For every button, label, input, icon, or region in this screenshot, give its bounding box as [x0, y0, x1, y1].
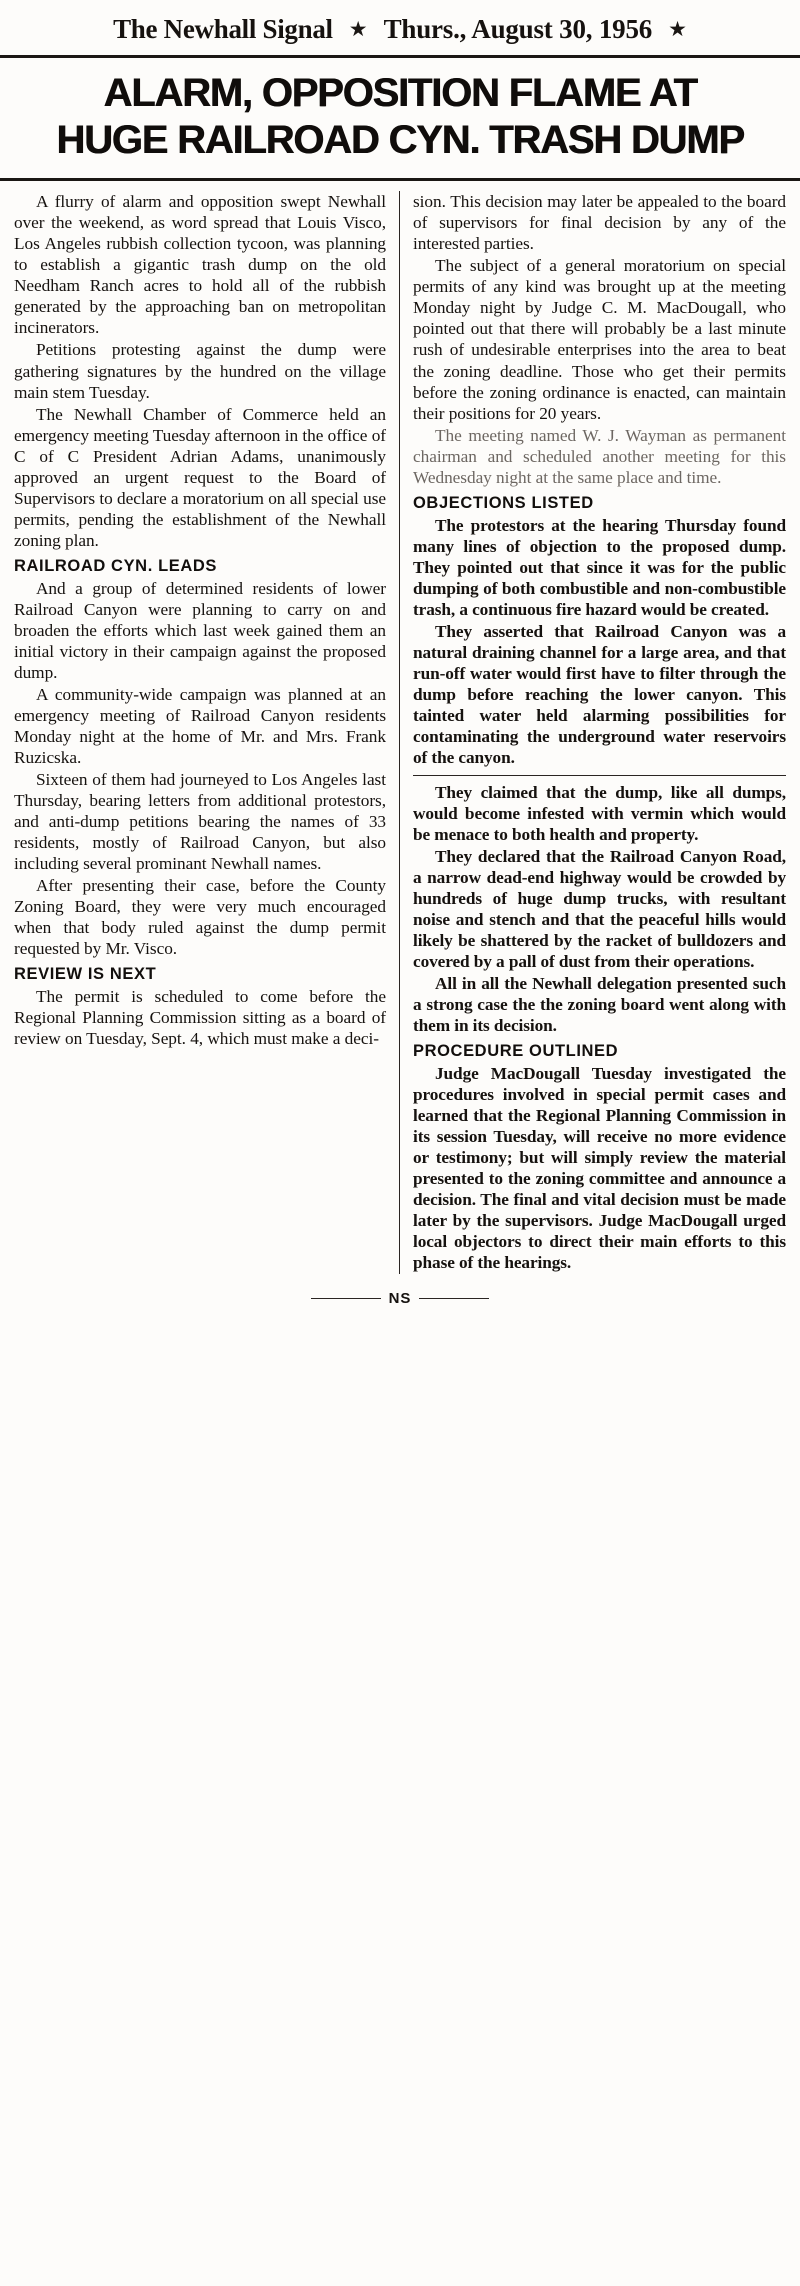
rule-left: [311, 1298, 381, 1299]
column-left: [14, 191, 400, 1274]
paragraph: All in all the Newhall delegation presented such a strong case the the zoning board went along with them in its decision.: [413, 973, 786, 1035]
subhead-railroad-cyn-leads: RAILROAD CYN. LEADS: [14, 556, 217, 575]
paragraph: Petitions protesting against the dump were gathering signatures by the hundred on the village main stem Tuesday.: [14, 340, 386, 402]
paragraph: After presenting their case, before the County Zoning Board, they were very much encouraged when that body ruled against the dump permit requested by Mr. Visco.: [14, 875, 386, 958]
subhead-objections-listed: OBJECTIONS LISTED: [413, 493, 594, 512]
paragraph: They claimed that the dump, like all dumps, would become infested with vermin which would be menace to both health and property.: [413, 782, 786, 844]
headline-block: [0, 58, 800, 181]
paper-name: The Newhall Signal: [113, 14, 333, 44]
paragraph: And a group of determined residents of lower Railroad Canyon were planning to carry on and broaden the efforts which last week gained them an initial victory in their campaign against the proposed dump.: [14, 578, 386, 682]
headline-line-1: ALARM, OPPOSITION FLAME AT: [103, 71, 697, 115]
headline-line-2: HUGE RAILROAD CYN. TRASH DUMP: [56, 118, 744, 163]
paragraph: The protestors at the hearing Thursday found many lines of objection to the proposed dump. They pointed out that since it was for the public dumping of both combustible and non-combustible trash, a continuous fire hazard would be created.: [413, 515, 786, 619]
paragraph: They asserted that Railroad Canyon was a natural draining channel for a large area, and that run-off water would first have to filter through the dump before reaching the lower canyon. This tainted water held alarming possibilities for contaminating the underground water reservoirs of the canyon.: [413, 621, 786, 767]
column-right: [400, 191, 786, 1274]
subhead-review-is-next: REVIEW IS NEXT: [14, 964, 157, 983]
paragraph: They declared that the Railroad Canyon Road, a narrow dead-end highway would be crowded by hundreds of huge dump trucks, with resultant noise and stench and that the peaceful hills would likely be shattered by the racket of bulldozers and covered by a pall of dust from their operations.: [413, 846, 786, 971]
subhead-procedure-outlined: PROCEDURE OUTLINED: [413, 1041, 619, 1060]
paragraph: sion. This decision may later be appealed to the board of supervisors for final decision by any of the interested parties.: [413, 192, 786, 254]
signature-text: NS: [388, 1290, 412, 1308]
star-icon-right: ★: [668, 17, 687, 41]
paragraph: The permit is scheduled to come before the Regional Planning Commission sitting as a board of review on Tuesday, Sept. 4, which must make a deci-: [14, 986, 386, 1048]
page-title: [18, 70, 782, 164]
star-icon-left: ★: [348, 17, 368, 41]
masthead: [0, 0, 800, 58]
article-body: [0, 181, 800, 1280]
paragraph: Judge MacDougall Tuesday investigated the procedures involved in special permit cases and learned that the Regional Planning Commission in its session Tuesday, will receive no more evidence or testimony; but will simply review the material presented to the zoning committee and announce a decision. The final and vital decision must be made later by the supervisors. Judge MacDougall urged local objectors to direct their main efforts to this phase of the hearings.: [413, 1063, 786, 1273]
paragraph: A community-wide campaign was planned at an emergency meeting of Railroad Canyon residents Monday night at the home of Mr. and Mrs. Frank Ruzicska.: [14, 684, 386, 767]
article-end-signature: [0, 1280, 800, 1323]
rule-right: [419, 1298, 489, 1299]
issue-date: Thurs., August 30, 1956: [383, 14, 653, 44]
paragraph: The subject of a general moratorium on special permits of any kind was brought up at the meeting Monday night by Judge C. M. MacDougall, who pointed out that there will probably be a last minute rush of undesirable enterprises into the area to beat the zoning deadline. Those who get their permits before the zoning ordinance is enacted, can maintain their positions for 20 years.: [413, 256, 786, 423]
paragraph: Sixteen of them had journeyed to Los Angeles last Thursday, bearing letters from additional protestors, and anti-dump petitions bearing the names of 33 residents, mostly of Railroad Canyon, but also including several prominant Newhall names.: [14, 769, 386, 873]
divider: [413, 775, 786, 776]
paragraph: A flurry of alarm and opposition swept Newhall over the weekend, as word spread that Louis Visco, Los Angeles rubbish collection tycoon, was planning to establish a gigantic trash dump on the old Needham Ranch acres to hold all of the rubbish generated by the approaching ban on metropolitan incinerators.: [14, 192, 386, 338]
paragraph: The meeting named W. J. Wayman as permanent chairman and scheduled another meeting for this Wednesday night at the same place and time.: [413, 425, 786, 487]
paragraph: The Newhall Chamber of Commerce held an emergency meeting Tuesday afternoon in the office of C of C President Adrian Adams, unanimously approved an urgent request to the Board of Supervisors to declare a moratorium on all special use permits, pending the establishment of the Newhall zoning plan.: [14, 404, 386, 550]
